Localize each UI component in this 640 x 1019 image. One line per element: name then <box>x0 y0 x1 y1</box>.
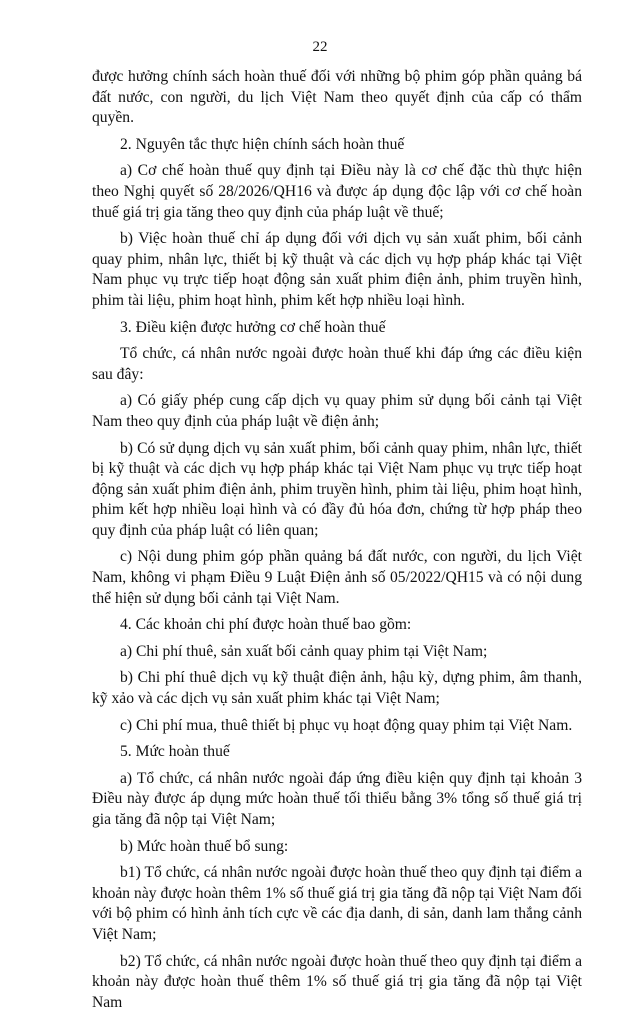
paragraph-2a: a) Cơ chế hoàn thuế quy định tại Điều này là cơ chế đặc thù thực hiện theo Nghị quyết số 28/2026/QH16 và được áp dụng độc lập với cơ chế hoàn thuế giá trị gia tăng theo quy định của pháp luật về thuế; <box>92 162 582 221</box>
paragraph-5b1: b1) Tổ chức, cá nhân nước ngoài được hoàn thuế theo quy định tại điểm a khoản này được hoàn thêm 1% số thuế giá trị gia tăng đã nộp tại Việt Nam đối với bộ phim có hình ảnh tích cực về các địa danh, di sản, danh lam thắng cảnh Việt Nam; <box>92 864 582 943</box>
paragraph-4c: c) Chi phí mua, thuê thiết bị phục vụ hoạt động quay phim tại Việt Nam. <box>120 716 573 734</box>
paragraph-4b: b) Chi phí thuê dịch vụ kỹ thuật điện ảnh, hậu kỳ, dựng phim, âm thanh, kỹ xảo và các dịch vụ sản xuất phim khác tại Việt Nam; <box>92 669 582 708</box>
paragraph-5b: b) Mức hoàn thuế bổ sung: <box>120 837 289 855</box>
section-heading-3: 3. Điều kiện được hưởng cơ chế hoàn thuế <box>120 318 386 336</box>
document-body <box>92 67 582 1019</box>
paragraph-5b2: b2) Tổ chức, cá nhân nước ngoài được hoàn thuế theo quy định tại điểm a khoản này được hoàn thuế thêm 1% số thuế giá trị gia tăng đã nộp tại Việt Nam <box>92 952 582 1011</box>
page-number: 22 <box>312 39 328 55</box>
paragraph-3c: c) Nội dung phim góp phần quảng bá đất nước, con người, du lịch Việt Nam, không vi phạm Điều 9 Luật Điện ảnh số 05/2022/QH15 và có nội dung thể hiện sử dụng bối cảnh tại Việt Nam. <box>92 548 582 607</box>
section-heading-2: 2. Nguyên tắc thực hiện chính sách hoàn thuế <box>120 135 405 153</box>
paragraph-4a: a) Chi phí thuê, sản xuất bối cảnh quay phim tại Việt Nam; <box>120 642 488 660</box>
section-heading-5: 5. Mức hoàn thuế <box>120 743 230 761</box>
paragraph-3b: b) Có sử dụng dịch vụ sản xuất phim, bối cảnh quay phim, nhân lực, thiết bị kỹ thuật và các dịch vụ hợp pháp khác tại Việt Nam phục vụ trực tiếp hoạt động sản xuất phim điện ảnh, phim truyền hình, phim tài liệu, phim hoạt hình, phim kết hợp nhiều loại hình và có đầy đủ hóa đơn, chứng từ hợp pháp theo quy định của pháp luật có liên quan; <box>92 439 582 539</box>
paragraph-3-intro: Tổ chức, cá nhân nước ngoài được hoàn thuế khi đáp ứng các điều kiện sau đây: <box>92 345 582 383</box>
paragraph-3a: a) Có giấy phép cung cấp dịch vụ quay phim sử dụng bối cảnh tại Việt Nam theo quy định của pháp luật về điện ảnh; <box>92 392 582 430</box>
paragraph-5a: a) Tổ chức, cá nhân nước ngoài đáp ứng điều kiện quy định tại khoản 3 Điều này được áp dụng mức hoàn thuế tối thiểu bằng 3% tổng số thuế giá trị gia tăng đã nộp tại Việt Nam; <box>92 769 582 828</box>
paragraph-2b: b) Việc hoàn thuế chỉ áp dụng đối với dịch vụ sản xuất phim, bối cảnh quay phim, nhân lực, thiết bị kỹ thuật và các dịch vụ hợp pháp khác tại Việt Nam phục vụ trực tiếp hoạt động sản xuất phim điện ảnh, phim truyền hình, phim tài liệu, phim hoạt hình, phim kết hợp nhiều loại hình. <box>92 230 582 309</box>
section-heading-4: 4. Các khoản chi phí được hoàn thuế bao gồm: <box>120 616 412 634</box>
paragraph-continuation: được hưởng chính sách hoàn thuế đối với những bộ phim góp phần quảng bá đất nước, con người, du lịch Việt Nam theo quyết định của cấp có thẩm quyền. <box>92 68 582 127</box>
